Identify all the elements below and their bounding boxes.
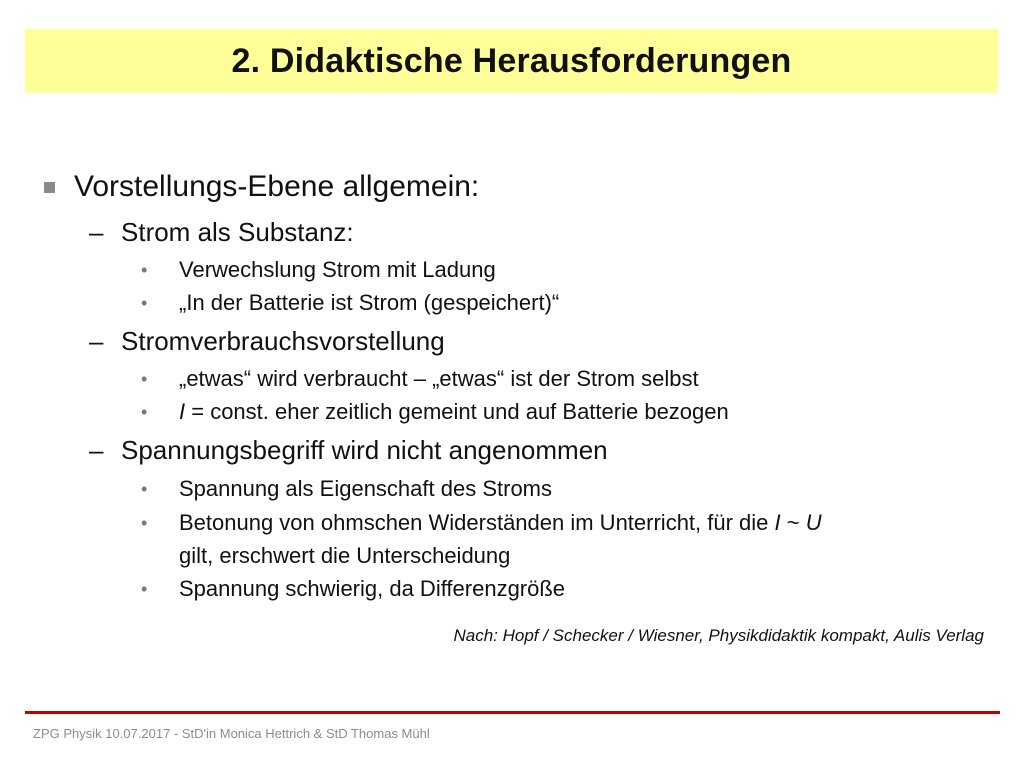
square-bullet-icon [44, 182, 55, 193]
bullet-item [141, 474, 553, 504]
dash-bullet-icon: – [89, 326, 104, 356]
bullet-level1-text: Vorstellungs-Ebene allgemein: [74, 170, 480, 203]
bullet-text: Spannung schwierig, da Differenzgröße [179, 576, 566, 601]
dot-bullet-icon: • [141, 579, 148, 599]
dash-bullet-icon: – [89, 217, 104, 247]
dot-bullet-icon: • [141, 260, 148, 280]
bullet-item [141, 574, 566, 604]
subheading-text: Spannungsbegriff wird nicht angenommen [121, 435, 608, 465]
bullet-level1 [74, 170, 479, 204]
subheading-text: Strom als Substanz: [121, 217, 354, 247]
footer-divider [25, 711, 1000, 714]
dash-bullet-icon: – [89, 435, 104, 465]
bullet-text: Spannung als Eigenschaft des Stroms [179, 476, 553, 501]
subheading-spannungsbegriff [89, 435, 608, 466]
bullet-text: Verwechslung Strom mit Ladung [179, 257, 496, 282]
bullet-continuation [179, 541, 510, 571]
dot-bullet-icon: • [141, 369, 148, 389]
dot-bullet-icon: • [141, 293, 148, 313]
voltage-symbol: U [805, 510, 822, 535]
source-citation: Nach: Hopf / Schecker / Wiesner, Physikdidaktik kompakt, Aulis Verlag [453, 626, 984, 645]
bullet-text: = const. eher zeitlich gemeint und auf Batterie bezogen [185, 399, 729, 424]
bullet-item [141, 397, 729, 427]
bullet-text: Betonung von ohmschen Widerständen im Unterricht, für die [179, 510, 775, 535]
dot-bullet-icon: • [141, 513, 148, 533]
dot-bullet-icon: • [141, 402, 148, 422]
slide-title: 2. Didaktische Herausforderungen [231, 41, 792, 80]
bullet-text: „In der Batterie ist Strom (gespeichert)“ [179, 290, 560, 315]
bullet-text: „etwas“ wird verbraucht – „etwas“ ist der Strom selbst [179, 366, 699, 391]
subheading-text: Stromverbrauchsvorstellung [121, 326, 445, 356]
current-symbol: I [179, 399, 186, 424]
bullet-item [141, 508, 822, 538]
bullet-text: gilt, erschwert die Unterscheidung [179, 543, 511, 568]
subheading-strom-als-substanz [89, 217, 354, 248]
bullet-item [141, 255, 496, 285]
dot-bullet-icon: • [141, 479, 148, 499]
current-symbol: I [774, 510, 781, 535]
footer-text: ZPG Physik 10.07.2017 - StD'in Monica Hettrich & StD Thomas Mühl [33, 726, 430, 741]
subheading-stromverbrauch [89, 326, 445, 357]
bullet-item [141, 288, 560, 318]
proportional-symbol: ~ [780, 510, 806, 535]
bullet-item [141, 364, 699, 394]
